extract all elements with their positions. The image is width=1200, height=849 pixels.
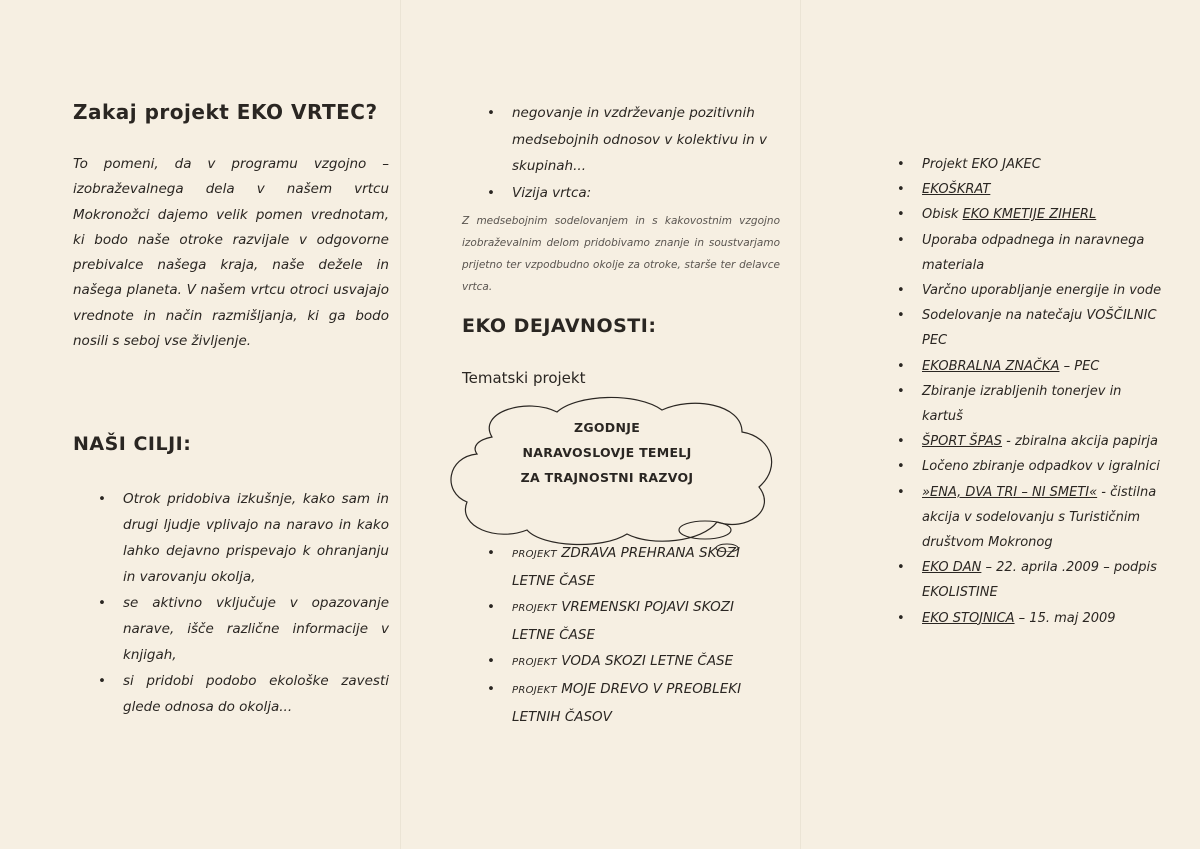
activity-highlight: ŠPORT ŠPAS [922,434,1003,450]
activity-text: Sodelovanje na natečaju VOŠČILNIC PEC [922,308,1157,349]
cloud-line: ZGODNJE [573,420,641,435]
activity-text: – PEC [1059,358,1100,374]
activity-item [872,228,1162,278]
goals-continued-list [462,100,780,206]
vision-heading: • Vizija vrtca: [462,180,780,207]
activity-text: - čistilna akcija v sodelovanju s Turističnim društvom Mokronog [922,484,1157,551]
project-item [462,594,780,648]
project-item [462,676,780,730]
cloud-line: ZA TRAJNOSTNI RAZVOJ [520,470,694,485]
activity-item [872,152,1162,177]
why-title: Zakaj projekt EKO VRTEC? [73,100,378,124]
activity-text: - zbiralna akcija papirja [1002,434,1158,450]
activity-item [872,303,1162,353]
activity-item [872,202,1162,227]
fold-line-left [400,0,401,849]
project-item [462,648,780,676]
activity-item [872,480,1162,556]
goal-item: • si pridobi podobo ekološke zavesti glede odnosa do okolja... [73,668,389,720]
project-prefix: PROJEKT [512,549,557,560]
goal-item: • se aktivno vključuje v opazovanje narave, išče različne informacije v knjigah, [73,590,389,668]
activity-text: Uporaba odpadnega in naravnega materiala [922,232,1145,273]
activity-highlight: »ENA, DVA TRI – NI SMETI« [922,484,1098,500]
project-name: VREMENSKI POJAVI SKOZI LETNE ČASE [512,599,735,643]
goals-title: NAŠI CILJI: [73,433,192,455]
thematic-project-label: Tematski projekt [462,369,586,387]
goal-item: • Otrok pridobiva izkušnje, kako sam in drugi ljudje vplivajo na naravo in kako lahko dejavno prispevajo k ohranjanju in varovanju okolja, [73,486,389,590]
goal-item: • negovanje in vzdrževanje pozitivnih medsebojnih odnosov v kolektivu in v skupinah... [462,100,780,180]
activity-text: – 22. aprila .2009 – podpis EKOLISTINE [922,560,1157,601]
project-name: VODA SKOZI LETNE ČASE [561,653,734,669]
activity-item [872,606,1162,631]
activity-highlight: EKO STOJNICA [922,610,1015,626]
activity-item [872,555,1162,605]
activity-text: Projekt EKO JAKEC [922,157,1041,172]
vision-text: Z medsebojnim sodelovanjem in s kakovostnim vzgojno izobraževalnim delom pridobivamo znanje in soustvarjamo prijetno ter vzpodbudno okolje za otroke, starše ter delavce vrtca. [462,215,780,293]
project-prefix: PROJEKT [512,657,557,668]
activity-item [872,354,1162,379]
fold-line-right [800,0,801,849]
goals-list [73,486,389,720]
why-paragraph: To pomeni, da v programu vzgojno – izobraževalnega dela v našem vrtcu Mokronožci dajemo velik pomen vrednotam, ki bodo naše otroke razvijale v odgovorne prebivalce našega kraja, naše dežele in našega planeta. V našem vrtcu otroci usvajajo vrednote in način razmišljanja, ki ga bodo nosili s seboj vse življenje. [73,156,389,350]
activity-text: Zbiranje izrabljenih tonerjev in kartuš [922,383,1122,425]
activity-highlight: EKOBRALNA ZNAČKA [922,358,1060,374]
activities-title: EKO DEJAVNOSTI: [462,315,657,337]
activity-text: Varčno uporabljanje energije in vode [922,283,1162,299]
project-name: ZDRAVA PREHRANA SKOZI LETNE ČASE [512,545,740,589]
project-prefix: PROJEKT [512,685,557,696]
project-name: MOJE DREVO V PREOBLEKI LETNIH ČASOV [512,681,742,725]
activity-item [872,379,1162,429]
activity-highlight: EKOŠKRAT [922,182,991,198]
projects-list [462,540,780,730]
activity-item [872,429,1162,454]
activity-highlight: EKO DAN [922,560,982,576]
activity-text: Obisk [922,207,963,223]
activity-text: Ločeno zbiranje odpadkov v igralnici [922,459,1160,475]
activity-text: – 15. maj 2009 [1014,610,1116,626]
activity-item [872,177,1162,202]
activity-highlight: EKO KMETIJE ZIHERL [962,207,1097,223]
activity-list [872,152,1162,631]
project-prefix: PROJEKT [512,603,557,614]
activity-item [872,454,1162,479]
cloud-text [482,415,732,490]
activity-item [872,278,1162,303]
cloud-line: NARAVOSLOVJE TEMELJ [522,445,692,460]
project-item [462,540,780,594]
